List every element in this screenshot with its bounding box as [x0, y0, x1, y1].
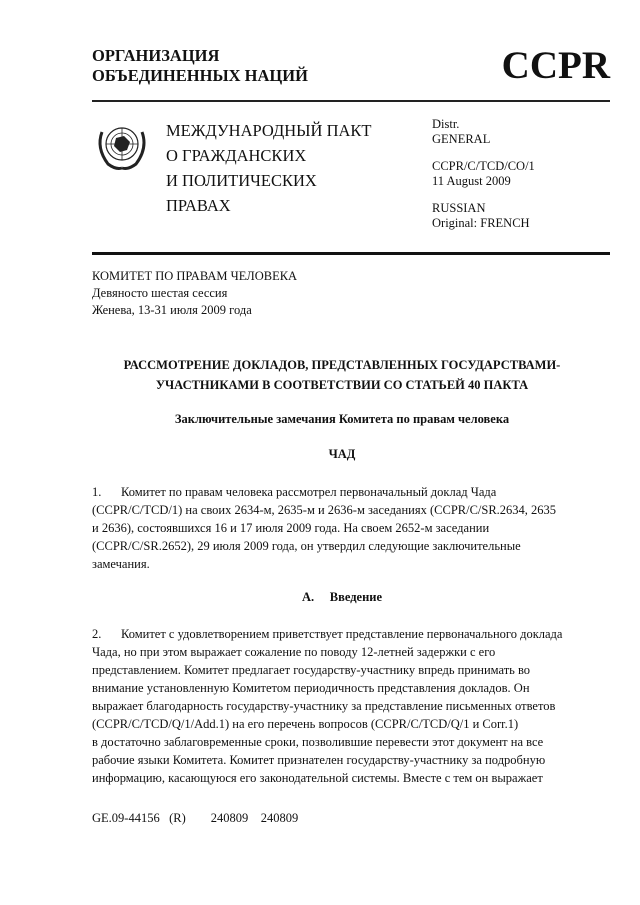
paragraph-line: (CCPR/C/SR.2652), 29 июля 2009 года, он утвердил следующие заключительные: [92, 539, 521, 553]
paragraph-1: [92, 483, 582, 573]
pact-line: И ПОЛИТИЧЕСКИХ: [166, 171, 317, 190]
pact-line: ПРАВАХ: [166, 196, 231, 215]
doc-symbol: CCPR/C/TCD/CO/1: [432, 159, 535, 173]
original-language: Original: FRENCH: [432, 216, 530, 230]
paragraph-line: замечания.: [92, 557, 150, 571]
paragraph-line: Чада, но при этом выражает сожаление по поводу 12-летней задержки с его: [92, 645, 496, 659]
paragraph-line: выражает благодарность государству-участнику за представление письменных ответов: [92, 699, 556, 713]
paragraph-line: (CCPR/C/TCD/1) на своих 2634-м, 2635-м и 2636-м заседаниях (CCPR/C/SR.2634, 2635: [92, 503, 557, 517]
pact-line: МЕЖДУНАРОДНЫЙ ПАКТ: [166, 121, 372, 140]
org-line: ОРГАНИЗАЦИЯ: [92, 46, 220, 65]
paragraph-line: представлением. Комитет предлагает государству-участнику впредь принимать во: [92, 663, 531, 677]
document-symbol-large: CCPR: [501, 44, 610, 87]
session: Девяносто шестая сессия: [92, 286, 228, 300]
title-line: РАССМОТРЕНИЕ ДОКЛАДОВ, ПРЕДСТАВЛЕННЫХ ГОСУДАРСТВАМИ-: [123, 358, 561, 372]
document-title: [92, 355, 592, 395]
subtitle: Заключительные замечания Комитета по правам человека: [174, 412, 510, 426]
language: RUSSIAN: [432, 201, 486, 215]
footer-job-number: GE.09-44156 (R) 240809 240809: [92, 811, 299, 825]
paragraph-line: внимание установленную Комитетом периодичность представления докладов. Он: [92, 681, 530, 695]
paragraph-number: 1.: [92, 485, 102, 499]
document-metadata: [432, 117, 535, 231]
paragraph-line: и 2636), состоявшихся 16 и 17 июля 2009 года. На своем 2652-м заседании: [92, 521, 490, 535]
paragraph-line: в достаточно заблаговременные сроки, позволившие перевести этот документ на все: [92, 735, 544, 749]
distr-label: Distr.: [432, 117, 460, 131]
covenant-title: [166, 118, 372, 218]
organization-name: [92, 46, 308, 86]
pact-line: О ГРАЖДАНСКИХ: [166, 146, 307, 165]
paragraph-line: Комитет с удовлетворением приветствует представление первоначального доклада: [121, 627, 563, 641]
divider: [92, 252, 610, 255]
title-line: УЧАСТНИКАМИ В СООТВЕТСТВИИ СО СТАТЬЕЙ 40 ПАКТА: [155, 378, 529, 392]
un-emblem-icon: [94, 118, 150, 172]
paragraph-line: рабочие языки Комитета. Комитет признателен государству-участнику за подробную: [92, 753, 546, 767]
distribution: GENERAL: [432, 132, 491, 146]
divider: [92, 100, 610, 102]
paragraph-2: [92, 625, 582, 787]
paragraph-line: (CCPR/C/TCD/Q/1/Add.1) на его перечень вопросов (CCPR/C/TCD/Q/1 и Corr.1): [92, 717, 519, 731]
committee-name: КОМИТЕТ ПО ПРАВАМ ЧЕЛОВЕКА: [92, 269, 298, 283]
country-heading: ЧАД: [328, 447, 356, 461]
paragraph-line: информацию, касающуюся его законодательной системы. Вместе с тем он выражает: [92, 771, 543, 785]
paragraph-number: 2.: [92, 627, 102, 641]
section-heading-introduction: A. Введение: [301, 590, 383, 604]
committee-info: [92, 268, 297, 319]
org-line: ОБЪЕДИНЕННЫХ НАЦИЙ: [92, 66, 308, 85]
doc-date: 11 August 2009: [432, 174, 511, 188]
place-date: Женева, 13-31 июля 2009 года: [92, 303, 252, 317]
paragraph-line: Комитет по правам человека рассмотрел первоначальный доклад Чада: [121, 485, 497, 499]
